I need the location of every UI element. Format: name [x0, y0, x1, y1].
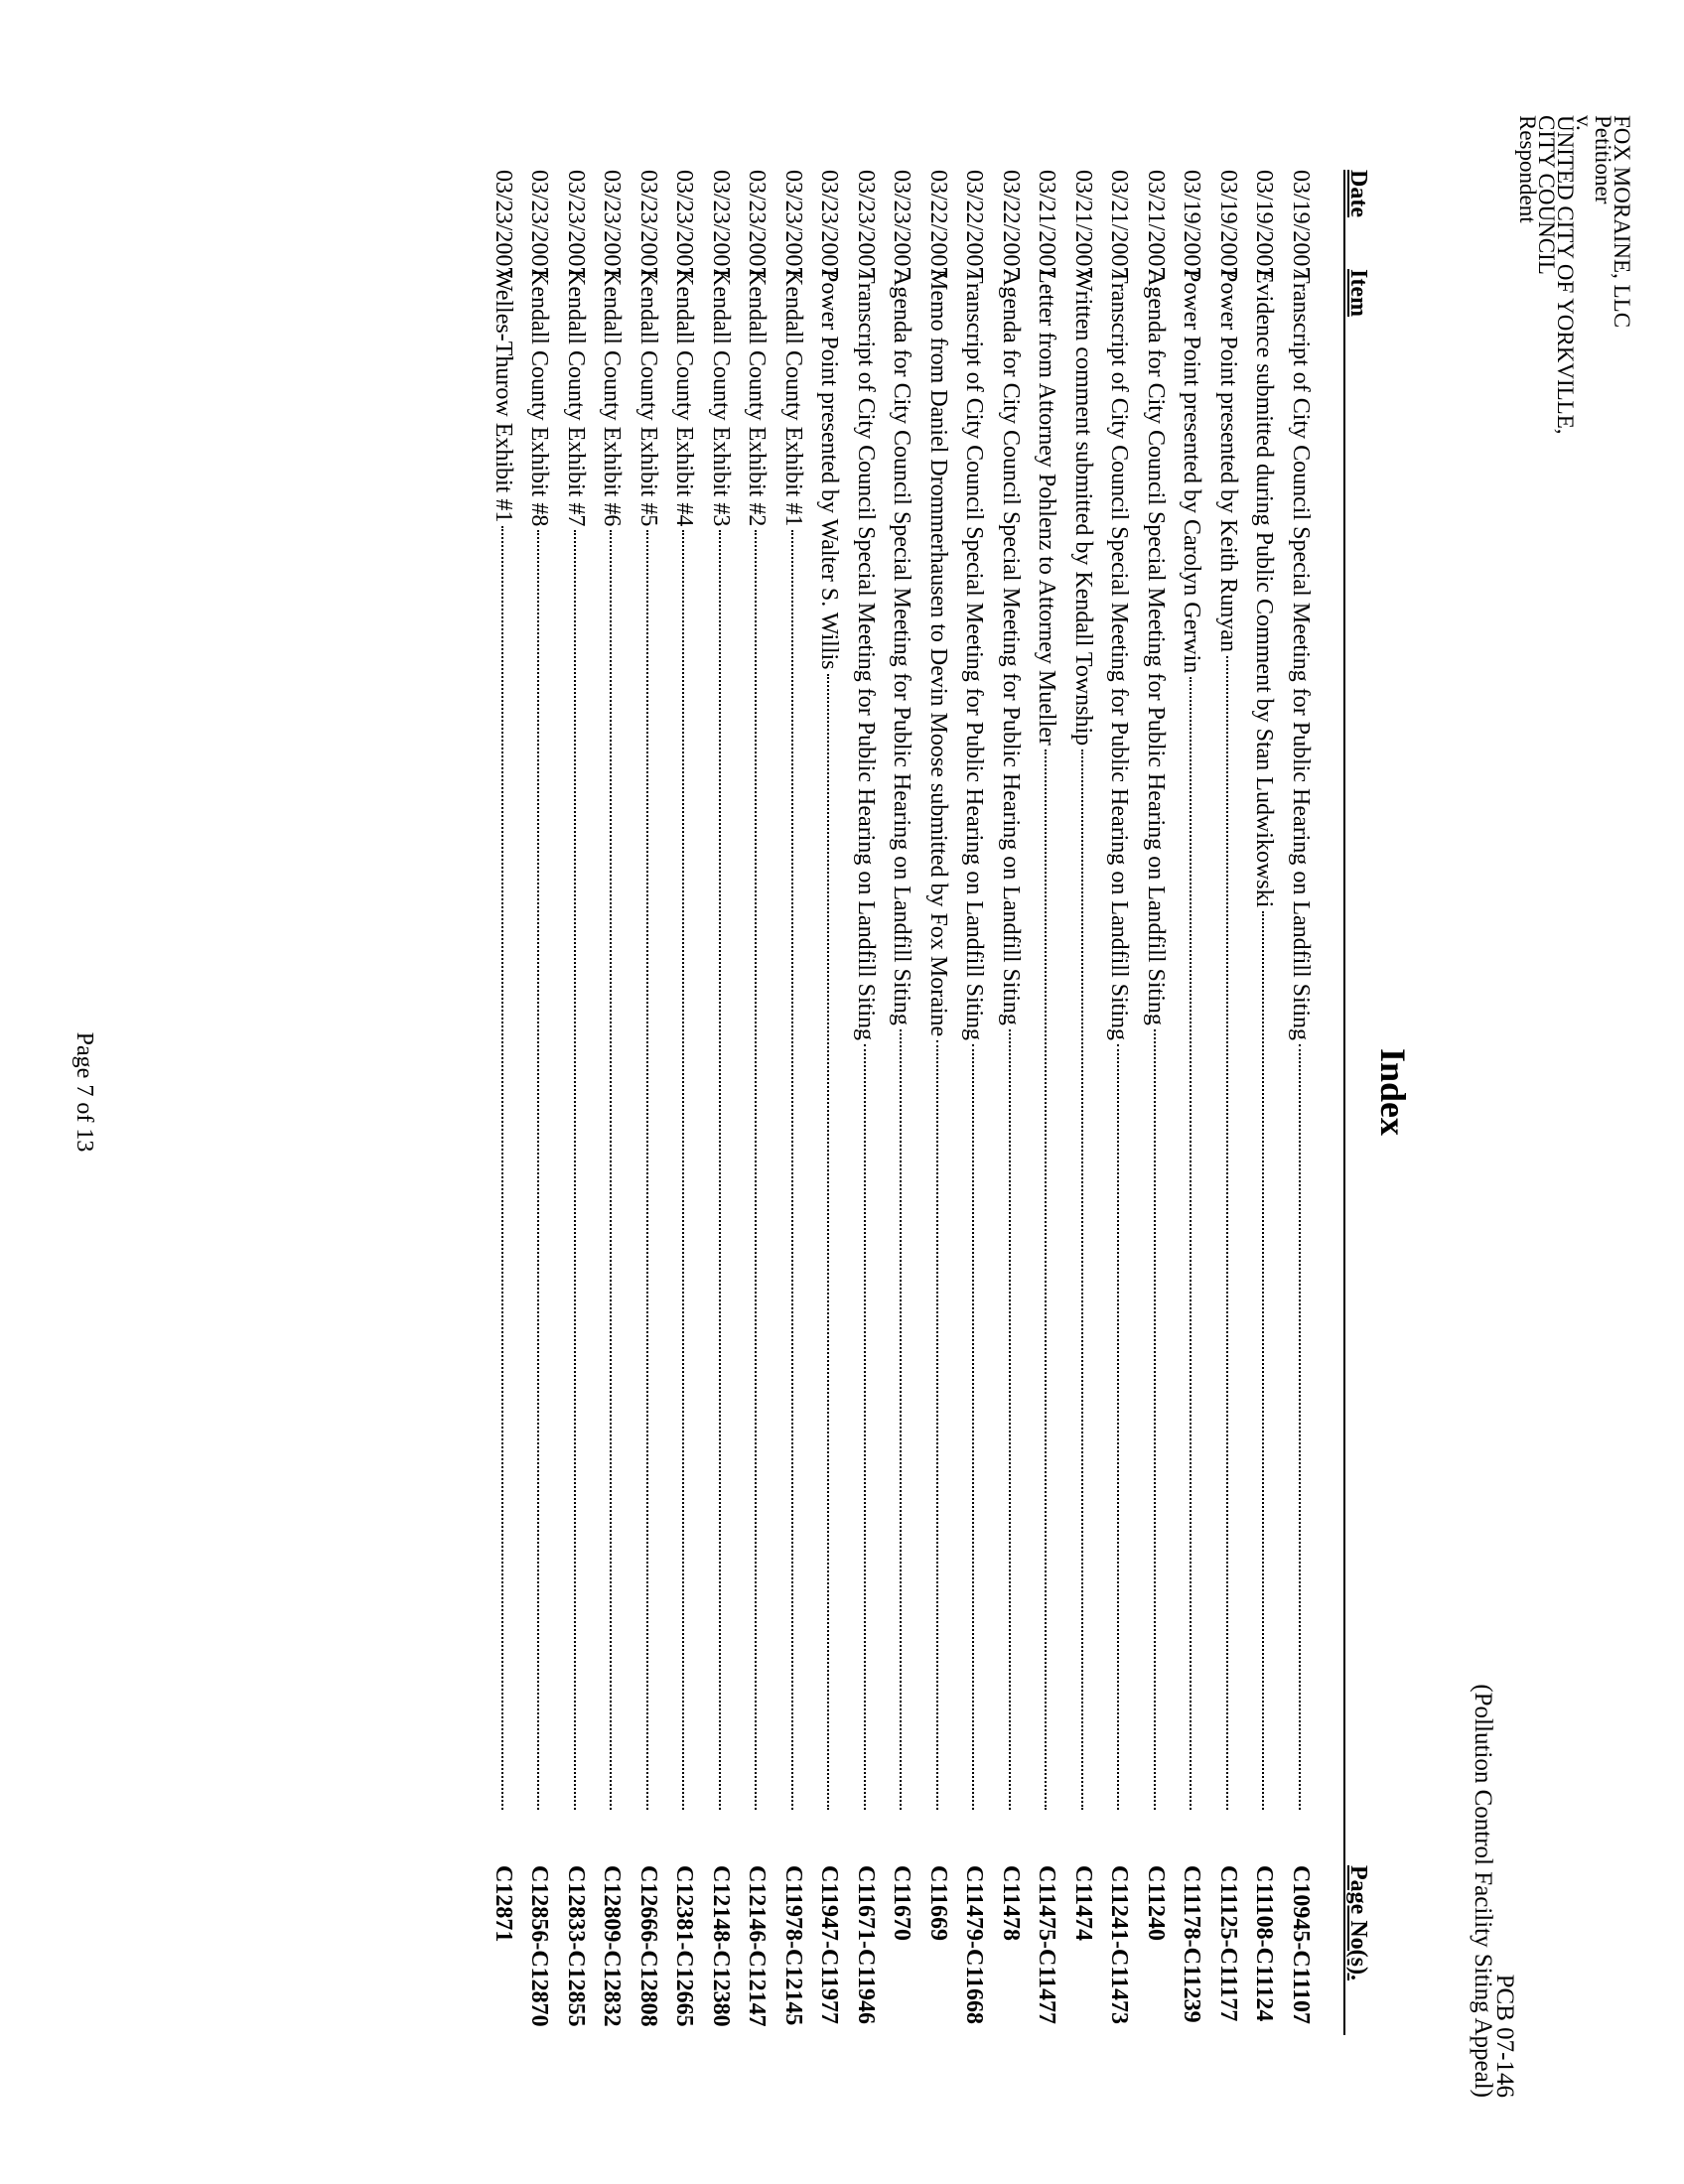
table-row — [625, 170, 661, 2035]
row-date: 03/19/2007 — [1251, 170, 1278, 279]
dot-leader — [1118, 1044, 1120, 1810]
header-rule — [1343, 170, 1345, 2035]
page-title: Index — [1373, 1047, 1413, 1137]
row-date: 03/19/2007 — [1288, 170, 1314, 279]
dot-leader — [1046, 750, 1048, 1810]
row-item-text: Kendall County Exhibit #4 — [671, 269, 698, 527]
dot-leader — [1191, 677, 1193, 1810]
row-item — [1216, 269, 1240, 1810]
row-item — [781, 269, 805, 1810]
table-row — [1277, 170, 1314, 2035]
row-pages: C10945-C11107 — [1288, 1865, 1314, 2025]
row-date: 03/23/2007 — [816, 170, 843, 279]
row-date: 03/22/2007 — [925, 170, 951, 279]
row-item-text: Kendall County Exhibit #6 — [599, 269, 626, 527]
row-item — [854, 269, 878, 1810]
row-item — [1144, 269, 1168, 1810]
row-pages: C12833-C12855 — [563, 1865, 589, 2027]
row-item — [709, 269, 733, 1810]
table-row — [733, 170, 770, 2035]
dot-leader — [574, 530, 576, 1810]
table-row — [480, 170, 516, 2035]
row-item-text: Written comment submitted by Kendall Township — [1070, 269, 1096, 747]
row-item — [999, 269, 1023, 1810]
dot-leader — [828, 674, 830, 1810]
row-pages: C11241-C11473 — [1106, 1865, 1133, 2025]
row-pages: C11669 — [925, 1865, 951, 1942]
row-pages: C11475-C11477 — [1034, 1865, 1060, 2025]
versus-label: v. — [1572, 115, 1597, 131]
respondent-name-line-1: UNITED CITY OF YORKVILLE, — [1553, 115, 1578, 435]
petitioner-role: Petitioner — [1591, 115, 1615, 205]
row-item-text: Letter from Attorney Pohlenz to Attorney Mueller — [1034, 269, 1060, 746]
row-item-text: Power Point presented by Keith Runyan — [1215, 269, 1241, 652]
dot-leader — [1263, 911, 1265, 1810]
table-row — [515, 170, 552, 2035]
row-item-text: Evidence submitted during Public Comment by Stan Ludwikowski — [1251, 269, 1278, 908]
case-caption — [1515, 115, 1634, 435]
row-pages: C12146-C12147 — [744, 1865, 771, 2027]
row-item-text: Agenda for City Council Special Meeting for Public Hearing on Landfill Siting — [889, 269, 915, 1025]
column-header-pages: Page No(s). — [1345, 1865, 1371, 1980]
row-pages: C12856-C12870 — [526, 1865, 553, 2027]
row-item-text: Kendall County Exhibit #1 — [780, 269, 806, 527]
table-row — [1168, 170, 1204, 2035]
row-item — [636, 269, 660, 1810]
row-pages: C11671-C11946 — [853, 1865, 879, 2025]
row-item — [528, 269, 552, 1810]
row-item-text: Transcript of City Council Special Meeting for Public Hearing on Landfill Siting — [853, 269, 879, 1041]
table-row — [805, 170, 842, 2035]
page-number: Page 7 of 13 — [71, 1031, 97, 1153]
dot-leader — [1009, 1029, 1011, 1810]
dot-leader — [1081, 750, 1083, 1810]
dot-leader — [1154, 1029, 1156, 1810]
row-date: 03/23/2007 — [780, 170, 806, 279]
row-item — [926, 269, 950, 1810]
column-header-date: Date — [1345, 170, 1371, 217]
table-row — [1204, 170, 1241, 2035]
dot-leader — [1299, 1044, 1301, 1810]
row-item — [818, 269, 842, 1810]
row-date: 03/23/2007 — [599, 170, 626, 279]
table-row — [914, 170, 951, 2035]
row-date: 03/21/2007 — [1106, 170, 1133, 279]
row-item — [601, 269, 625, 1810]
petitioner-name: FOX MORAINE, LLC — [1610, 115, 1634, 329]
table-row — [770, 170, 806, 2035]
row-item-text: Power Point presented by Carolyn Gerwin — [1179, 269, 1205, 674]
row-pages: C11978-C12145 — [780, 1865, 806, 2026]
dot-leader — [683, 530, 685, 1810]
respondent-name-line-2: CITY COUNCIL — [1534, 115, 1559, 275]
table-row — [1132, 170, 1169, 2035]
row-date: 03/23/2007 — [671, 170, 698, 279]
dot-leader — [791, 530, 793, 1810]
row-pages: C11478 — [998, 1865, 1024, 1942]
dot-leader — [756, 530, 758, 1810]
row-pages: C12666-C12808 — [635, 1865, 661, 2027]
row-date: 03/21/2007 — [1070, 170, 1096, 279]
row-date: 03/23/2007 — [744, 170, 771, 279]
dot-leader — [501, 526, 503, 1810]
respondent-role: Respondent — [1515, 115, 1540, 223]
table-row — [1059, 170, 1096, 2035]
row-item — [1036, 269, 1059, 1810]
row-item-text: Transcript of City Council Special Meeting for Public Hearing on Landfill Siting — [961, 269, 988, 1041]
row-pages: C11178-C11239 — [1179, 1865, 1205, 2023]
dot-leader — [538, 530, 540, 1810]
docket-block — [1470, 1684, 1518, 2098]
row-item-text: Kendall County Exhibit #5 — [635, 269, 661, 527]
row-item-text: Welles-Thurow Exhibit #1 — [491, 269, 516, 523]
table-row — [588, 170, 625, 2035]
table-row — [842, 170, 879, 2035]
row-date: 03/23/2007 — [635, 170, 661, 279]
row-item-text: Agenda for City Council Special Meeting for Public Hearing on Landfill Siting — [998, 269, 1024, 1025]
row-pages: C12871 — [491, 1865, 516, 1943]
row-item-text: Kendall County Exhibit #3 — [708, 269, 734, 527]
row-date: 03/23/2007 — [526, 170, 553, 279]
row-pages: C11240 — [1143, 1865, 1169, 1942]
docket-description: (Pollution Control Facility Siting Appeal) — [1470, 1684, 1496, 2098]
table-row — [950, 170, 987, 2035]
dot-leader — [901, 1029, 903, 1810]
row-item-text: Memo from Daniel Drommerhausen to Devin Moose submitted by Fox Moraine — [925, 269, 951, 1037]
row-pages: C11479-C11668 — [961, 1865, 988, 2025]
column-header-item: Item — [1345, 269, 1371, 317]
row-item — [1181, 269, 1204, 1810]
row-date: 03/19/2007 — [1179, 170, 1205, 279]
index-table — [480, 170, 1314, 2035]
row-date: 03/23/2007 — [708, 170, 734, 279]
row-date: 03/23/2007 — [889, 170, 915, 279]
row-item — [1108, 269, 1132, 1810]
table-row — [660, 170, 697, 2035]
table-row — [1023, 170, 1059, 2035]
dot-leader — [646, 530, 648, 1810]
row-date: 03/23/2007 — [491, 170, 516, 279]
table-row — [552, 170, 589, 2035]
row-item-text: Agenda for City Council Special Meeting for Public Hearing on Landfill Siting — [1143, 269, 1169, 1025]
dot-leader — [719, 530, 721, 1810]
row-item-text: Power Point presented by Walter S. Willis — [816, 269, 843, 670]
row-item-text: Transcript of City Council Special Meeting for Public Hearing on Landfill Siting — [1288, 269, 1314, 1041]
row-item — [1289, 269, 1313, 1810]
table-row — [878, 170, 914, 2035]
row-item-text: Kendall County Exhibit #2 — [744, 269, 771, 527]
row-date: 03/21/2007 — [1143, 170, 1169, 279]
row-item-text: Kendall County Exhibit #8 — [526, 269, 553, 527]
row-pages: C11670 — [889, 1865, 915, 1942]
docket-number: PCB 07-146 — [1491, 1974, 1518, 2098]
dot-leader — [973, 1044, 975, 1810]
row-pages: C11474 — [1070, 1865, 1096, 1942]
table-row — [1240, 170, 1277, 2035]
table-row — [697, 170, 734, 2035]
row-item — [1253, 269, 1277, 1810]
row-pages: C11125-C11177 — [1215, 1865, 1241, 2022]
row-date: 03/22/2007 — [961, 170, 988, 279]
row-item-text: Kendall County Exhibit #7 — [563, 269, 589, 527]
row-pages: C11947-C11977 — [816, 1865, 843, 2025]
row-pages: C11108-C11124 — [1251, 1865, 1278, 2022]
row-date: 03/21/2007 — [1034, 170, 1060, 279]
table-row — [987, 170, 1024, 2035]
dot-leader — [936, 1040, 938, 1810]
row-pages: C12148-C12380 — [708, 1865, 734, 2027]
row-pages: C12381-C12665 — [671, 1865, 698, 2027]
dot-leader — [611, 530, 613, 1810]
row-item — [746, 269, 770, 1810]
row-date: 03/19/2007 — [1215, 170, 1241, 279]
row-item — [491, 269, 515, 1810]
row-item — [891, 269, 914, 1810]
row-item — [564, 269, 588, 1810]
dot-leader — [1226, 656, 1228, 1810]
row-item-text: Transcript of City Council Special Meeting for Public Hearing on Landfill Siting — [1106, 269, 1133, 1041]
row-item — [963, 269, 987, 1810]
row-date: 03/23/2007 — [853, 170, 879, 279]
row-date: 03/22/2007 — [998, 170, 1024, 279]
table-row — [1095, 170, 1132, 2035]
row-item — [1071, 269, 1095, 1810]
row-item — [673, 269, 697, 1810]
row-date: 03/23/2007 — [563, 170, 589, 279]
dot-leader — [864, 1044, 866, 1810]
row-pages: C12809-C12832 — [599, 1865, 626, 2027]
